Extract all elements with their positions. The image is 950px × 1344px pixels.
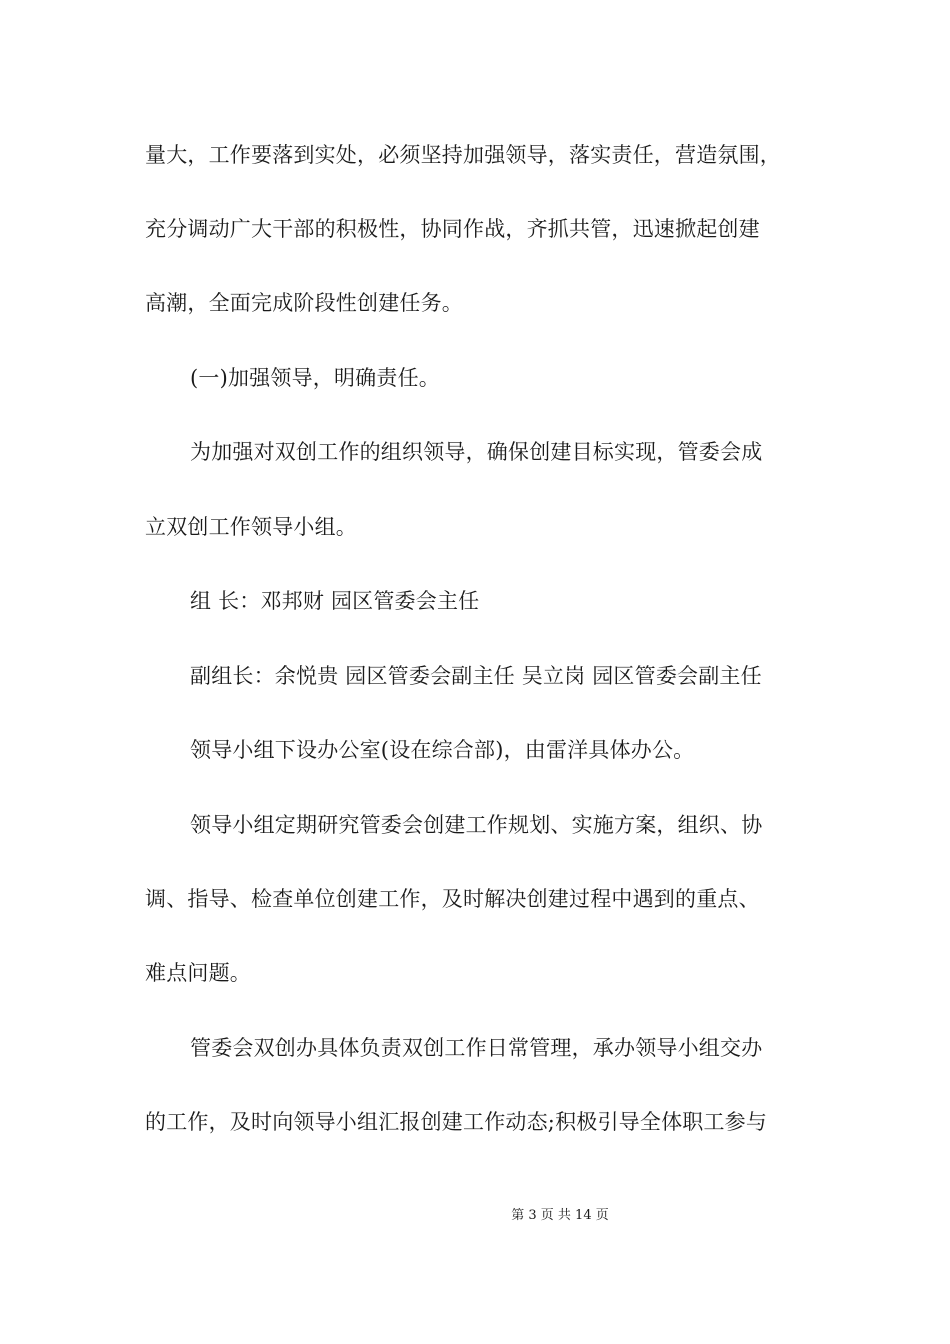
body-line-2: 充分调动广大干部的积极性，协同作战，齐抓共管，迅速掀起创建 (145, 217, 760, 241)
body-line-3: 高潮，全面完成阶段性创建任务。 (145, 291, 463, 315)
body-line-14: 的工作，及时向领导小组汇报创建工作动态;积极引导全体职工参与 (145, 1110, 768, 1134)
body-line-12: 难点问题。 (145, 961, 251, 985)
body-line-10: 领导小组定期研究管委会创建工作规划、实施方案，组织、协 (190, 813, 763, 837)
page-number-footer: 第 3 页 共 14 页 (511, 1208, 609, 1223)
body-line-11: 调、指导、检查单位创建工作，及时解决创建过程中遇到的重点、 (145, 887, 760, 911)
section-heading: (一)加强领导，明确责任。 (190, 366, 440, 390)
body-line-13: 管委会双创办具体负责双创工作日常管理，承办领导小组交办 (190, 1036, 763, 1060)
body-line-6: 立双创工作领导小组。 (145, 515, 357, 539)
body-line-1: 量大，工作要落到实处，必须坚持加强领导，落实责任，营造氛围， (145, 143, 781, 167)
deputy-leader-line: 副组长：余悦贵 园区管委会副主任 吴立岗 园区管委会副主任 (190, 664, 762, 688)
team-leader-line: 组 长：邓邦财 园区管委会主任 (190, 589, 480, 613)
office-line: 领导小组下设办公室(设在综合部)，由雷洋具体办公。 (190, 738, 695, 762)
body-line-5: 为加强对双创工作的组织领导，确保创建目标实现，管委会成 (190, 440, 763, 464)
